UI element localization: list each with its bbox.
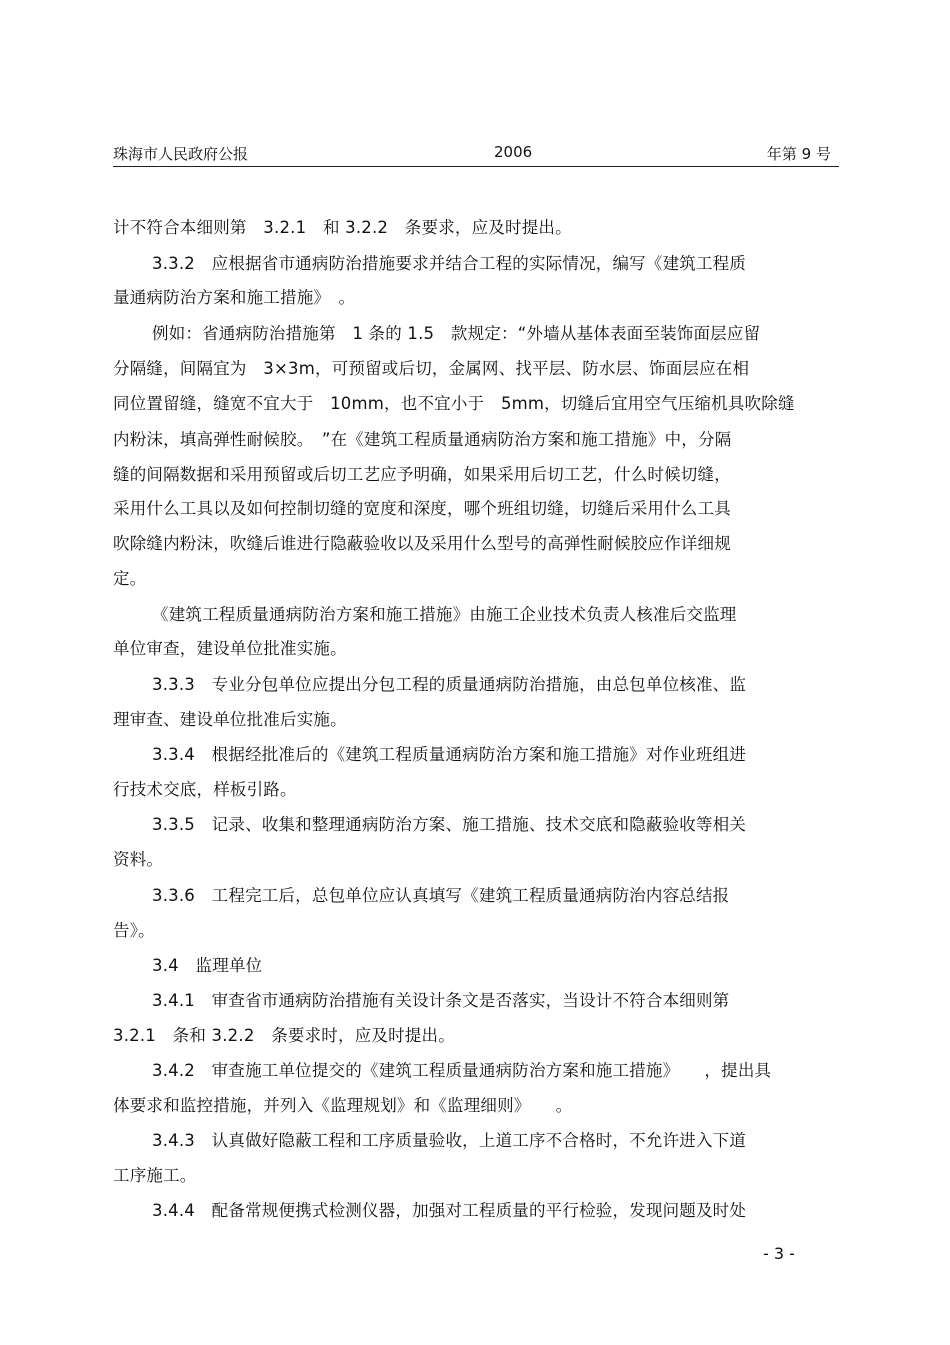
text-line: 3.4 监理单位 bbox=[152, 956, 263, 975]
text-line: 3.4.4 配备常规便携式检测仪器，加强对工程质量的平行检验，发现问题及时处 bbox=[152, 1201, 747, 1220]
text-line: 资料。 bbox=[113, 850, 164, 869]
page-header bbox=[113, 143, 839, 165]
text-line: 告》。 bbox=[113, 921, 155, 940]
text-line: 体要求和监控措施，并列入《监理规划》和《监理细则》 。 bbox=[113, 1096, 573, 1115]
text-line: 分隔缝，间隔宜为 3×3m，可预留或后切，金属网、找平层、防水层、饰面层应在相 bbox=[113, 359, 750, 378]
text-line: 量通病防治方案和施工措施》 。 bbox=[113, 288, 356, 307]
text-line: 同位置留缝，缝宽不宜大于 10mm，也不宜小于 5mm，切缝后宜用空气压缩机具吹除缝 bbox=[113, 394, 795, 413]
text-line: 3.3.2 应根据省市通病防治措施要求并结合工程的实际情况，编写《建筑工程质 bbox=[152, 254, 747, 273]
text-line: 定。 bbox=[113, 569, 147, 588]
text-line: 理审查、建设单位批准后实施。 bbox=[113, 710, 347, 729]
text-line: 《建筑工程质量通病防治方案和施工措施》由施工企业技术负责人核准后交监理 bbox=[152, 605, 737, 624]
text-line: 3.4.1 审查省市通病防治措施有关设计条文是否落实，当设计不符合本细则第 bbox=[152, 991, 730, 1010]
text-line: 例如：省通病防治措施第 1 条的 1.5 款规定：“外墙从基体表面至装饰面层应留 bbox=[152, 324, 761, 343]
text-line: 计不符合本细则第 3.2.1 和 3.2.2 条要求，应及时提出。 bbox=[113, 218, 572, 237]
header-rule bbox=[113, 166, 839, 167]
text-line: 3.4.2 审查施工单位提交的《建筑工程质量通病防治方案和施工措施》 ，提出具 bbox=[152, 1061, 772, 1080]
text-line: 单位审查，建设单位批准实施。 bbox=[113, 639, 347, 658]
text-line: 3.3.4 根据经批准后的《建筑工程质量通病防治方案和施工措施》对作业班组进 bbox=[152, 745, 747, 764]
text-line: 采用什么工具以及如何控制切缝的宽度和深度，哪个班组切缝，切缝后采用什么工具 bbox=[113, 499, 731, 518]
text-line: 3.4.3 认真做好隐蔽工程和工序质量验收，上道工序不合格时，不允许进入下道 bbox=[152, 1131, 747, 1150]
text-line: 3.2.1 条和 3.2.2 条要求时，应及时提出。 bbox=[113, 1026, 455, 1045]
text-line: 内粉沫，填高弹性耐候胶。 ”在《建筑工程质量通病防治方案和施工措施》中，分隔 bbox=[113, 430, 732, 449]
text-line: 3.3.3 专业分包单位应提出分包工程的质量通病防治措施，由总包单位核准、监 bbox=[152, 675, 747, 694]
text-line: 3.3.6 工程完工后，总包单位应认真填写《建筑工程质量通病防治内容总结报 bbox=[152, 886, 730, 905]
text-line: 工序施工。 bbox=[113, 1166, 197, 1185]
page-number: - 3 - bbox=[763, 1244, 795, 1263]
text-line: 缝的间隔数据和采用预留或后切工艺应予明确，如果采用后切工艺，什么时候切缝， bbox=[113, 465, 731, 484]
header-year: 2006 bbox=[494, 143, 533, 161]
header-publication: 珠海市人民政府公报 bbox=[113, 145, 249, 163]
text-line: 行技术交底，样板引路。 bbox=[113, 780, 297, 799]
text-line: 吹除缝内粉沫，吹缝后谁进行隐蔽验收以及采用什么型号的高弹性耐候胶应作详细规 bbox=[113, 534, 731, 553]
header-issue: 年第 9 号 bbox=[766, 145, 831, 163]
text-line: 3.3.5 记录、收集和整理通病防治方案、施工措施、技术交底和隐蔽验收等相关 bbox=[152, 815, 747, 834]
